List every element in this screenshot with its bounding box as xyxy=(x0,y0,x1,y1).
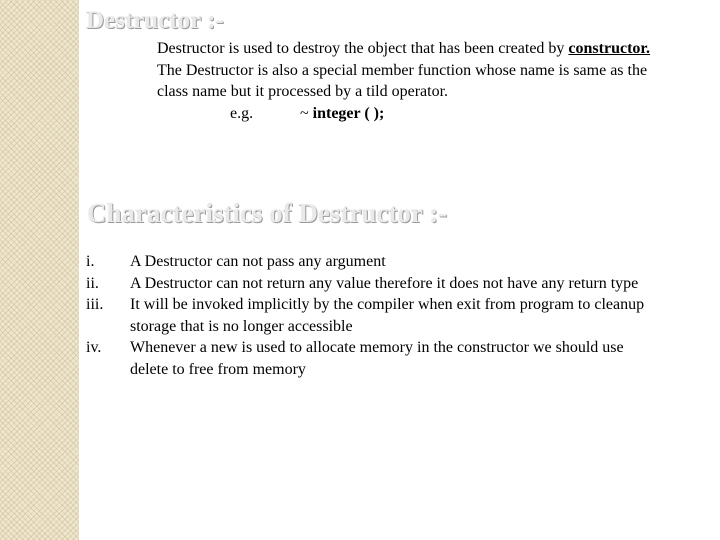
list-item-text: A Destructor can not pass any argument xyxy=(130,253,386,270)
list-item-number: i. xyxy=(86,253,95,270)
list-item-number: iii. xyxy=(86,296,104,313)
definition-line-1 xyxy=(157,38,713,60)
destructor-heading: Destructor :- xyxy=(86,7,224,34)
tilde-operator: ~ xyxy=(300,104,313,122)
list-item-number: ii. xyxy=(86,274,99,292)
list-item xyxy=(86,251,712,273)
list-item-text-continued: storage that is no longer accessible xyxy=(130,317,353,335)
definition-line-2: The Destructor is also a special member function whose name is same as the xyxy=(157,61,648,79)
definition-line-3: class name but it processed by a tild operator. xyxy=(157,83,449,100)
example-line xyxy=(157,103,713,125)
list-item-text: Whenever a new is used to allocate memory in the constructor we should use xyxy=(130,339,624,356)
characteristics-heading: Characteristics of Destructor :- xyxy=(87,198,448,228)
list-item xyxy=(86,294,712,337)
destructor-definition xyxy=(157,38,713,124)
example-code xyxy=(300,103,384,125)
list-item-text: A Destructor can not return any value therefore it does not have any return type xyxy=(130,274,639,292)
list-item xyxy=(86,337,712,380)
list-item-number: iv. xyxy=(86,339,102,356)
constructor-keyword: constructor. xyxy=(568,40,651,57)
characteristics-list xyxy=(86,251,712,380)
destructor-parens: ( ); xyxy=(360,104,385,122)
definition-line-1-text: Destructor is used to destroy the object that has been created by xyxy=(157,40,569,57)
decorative-side-strip xyxy=(0,0,79,540)
example-label: e.g. xyxy=(230,104,254,122)
list-item-text: It will be invoked implicitly by the compiler when exit from program to cleanup xyxy=(130,296,645,313)
destructor-name: integer xyxy=(312,104,361,122)
list-item xyxy=(86,273,712,295)
list-item-text-continued: delete to free from memory xyxy=(130,360,306,378)
